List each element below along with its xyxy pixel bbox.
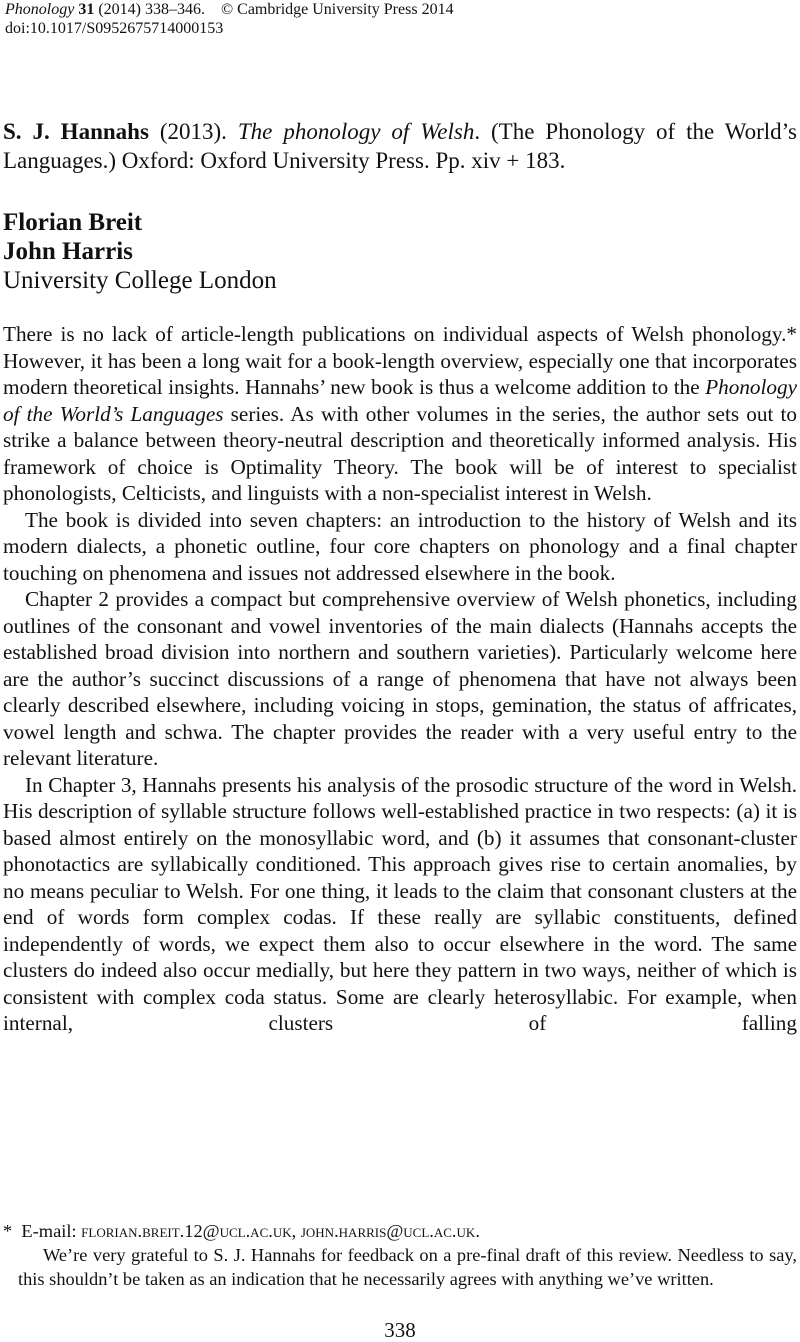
footnote-marker: *	[3, 1221, 13, 1241]
footnote-email	[3, 1219, 797, 1243]
book-title: The phonology of Welsh	[237, 119, 475, 144]
copyright-notice: © Cambridge University Press 2014	[220, 1, 454, 18]
reviewer-affiliation: University College London	[3, 267, 277, 294]
body-paragraph: The book is divided into seven chapters: an introduction to the history of Welsh and its modern dialects, a phonetic outline, four core chapters on phonology and a final chapter touching on phenomena and issues not addressed elsewhere in the book.	[3, 507, 797, 585]
reviewers-block	[3, 208, 277, 295]
doi: doi:10.1017/S0952675714000153	[5, 20, 224, 37]
journal-citation-line	[5, 0, 454, 19]
review-body	[3, 321, 797, 1037]
body-paragraph: In Chapter 3, Hannahs presents his analysis of the prosodic structure of the word in Welsh. His description of syllable structure follows well-established practice in two respects: (a) it is based almost entirely on the monosyllabic word, and (b) it assumes that consonant-cluster phonotactics are syllabically conditioned. This approach gives rise to certain anomalies, by no means peculiar to Welsh. For one thing, it leads to the claim that consonant clusters at the end of words form complex codas. If these really are syllabic constituents, defined independently of words, we expect them also to occur elsewhere in the word. The same clusters do indeed also occur medially, but here they pattern in two ways, neither of which is consistent with complex coda status. Some are clearly heterosyllabic. For example, when internal, clusters of falling	[3, 772, 797, 1035]
acknowledgement: We’re very grateful to S. J. Hannahs for feedback on a pre-final draft of this review. Needless to say, this shouldn’t be taken as an indication that he necessarily agrees with anything we’ve written.	[18, 1245, 797, 1289]
journal-volume: 31	[78, 1, 95, 18]
body-paragraph: Chapter 2 provides a compact but comprehensive overview of Welsh phonetics, including outlines of the consonant and vowel inventories of the main dialects (Hannahs accepts the established broad division into northern and southern varieties). Particularly welcome here are the author’s succinct discussions of a range of phenomena that have not always been clearly described elsewhere, including voicing in stops, gemination, the status of affricates, vowel length and schwa. The chapter provides the reader with a very useful entry to the relevant literature.	[3, 587, 797, 770]
journal-header	[5, 0, 454, 38]
email-label: E-mail:	[21, 1221, 77, 1241]
email-end: .	[475, 1221, 480, 1241]
footnotes	[3, 1219, 797, 1291]
reviewer-name: Florian Breit	[3, 209, 143, 236]
book-publication-details: . (The Phonology of the World’s Languages.) Oxford: Oxford University Press. Pp. xiv + 183.	[3, 119, 798, 173]
email-address: florian.breit.12@ucl.ac.uk	[81, 1221, 292, 1241]
book-citation	[3, 117, 797, 175]
journal-details: (2014) 338–346.	[98, 1, 205, 18]
paragraph-text: There is no lack of article-length publications on individual aspects of Welsh phonology.* However, it has been a long wait for a book-length overview, especially one that incorporates modern theoretical insights. Hannahs’ new book is thus a welcome addition to the	[3, 322, 797, 399]
body-paragraph	[3, 321, 797, 507]
reviewer-name: John Harris	[3, 238, 133, 265]
book-year: (2013).	[159, 119, 227, 144]
series-title: Phonology of the World’s Languages	[3, 375, 797, 426]
email-address: john.harris@ucl.ac.uk	[300, 1221, 476, 1241]
book-author: S. J. Hannahs	[3, 119, 149, 144]
paragraph-text: series. As with other volumes in the series, the author sets out to strike a balance between theory-neutral description and theoretically informed analysis. His framework of choice is Optimality Theory. The book will be of interest to specialist phonologists, Celticists, and linguists with a non-specialist interest in Welsh.	[3, 401, 797, 505]
page-number: 338	[384, 1318, 416, 1342]
journal-name: Phonology	[5, 1, 75, 18]
email-separator: ,	[291, 1221, 297, 1241]
